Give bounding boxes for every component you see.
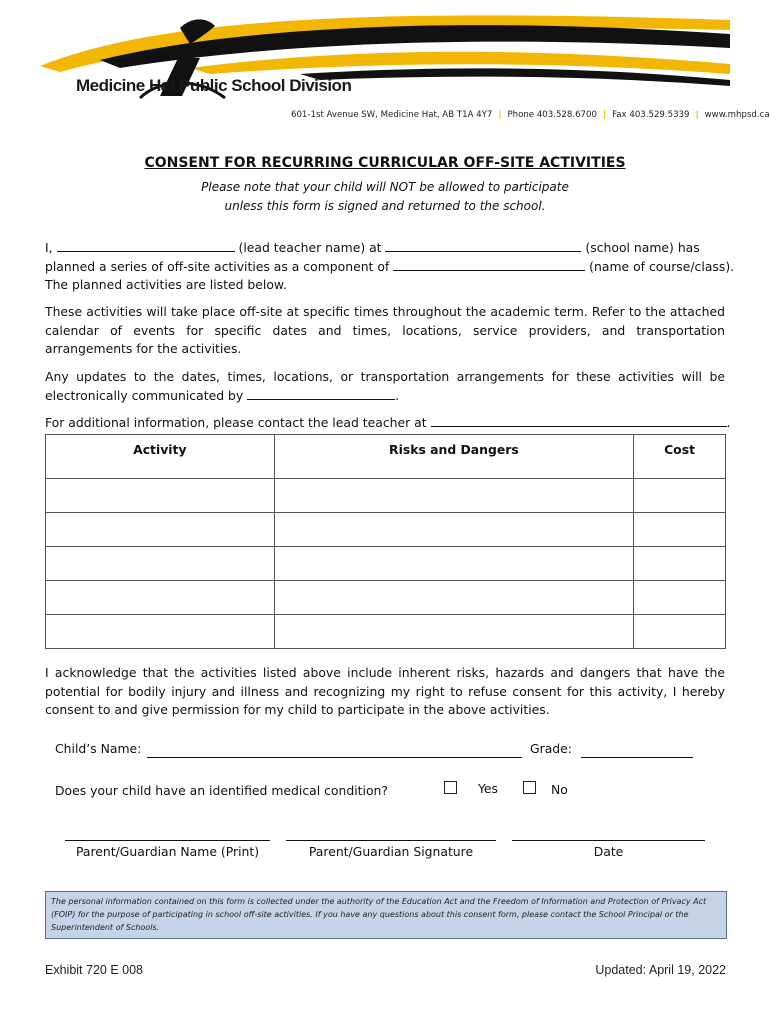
p1-text: planned a series of off-site activities as a component of <box>45 258 394 274</box>
table-row <box>46 479 726 513</box>
cost-cell[interactable] <box>634 513 726 547</box>
risks-cell[interactable] <box>274 479 633 513</box>
risks-cell[interactable] <box>274 581 633 615</box>
organization-name: Medicine Hat Public School Division <box>76 76 352 95</box>
contact-paragraph <box>45 414 731 433</box>
website-link[interactable]: www.mhpsd.ca <box>704 110 770 120</box>
form-note-line-1: Please note that your child will NOT be allowed to participate <box>201 180 569 194</box>
activity-cell[interactable] <box>46 547 275 581</box>
p1-text: (name of course/class). <box>585 258 735 274</box>
p4-text: . <box>726 415 731 430</box>
cost-cell[interactable] <box>634 479 726 513</box>
column-header-risks: Risks and Dangers <box>274 435 633 479</box>
activities-table <box>45 434 726 649</box>
table-header-row <box>46 435 726 479</box>
table-row <box>46 615 726 649</box>
course-name-field[interactable] <box>393 258 585 271</box>
table-row <box>46 513 726 547</box>
updates-paragraph <box>45 368 725 405</box>
parent-signature-field[interactable] <box>286 840 496 841</box>
date-label: Date <box>593 844 624 859</box>
table-row <box>46 547 726 581</box>
contact-line: 601-1st Avenue SW, Medicine Hat, AB T1A 4Y7 | Phone 403.528.6700 | Fax 403.529.5339 | www.mhpsd.ca <box>291 110 770 120</box>
activity-cell[interactable] <box>46 479 275 513</box>
table-row <box>46 581 726 615</box>
activity-cell[interactable] <box>46 615 275 649</box>
grade-label: Grade: <box>530 741 572 756</box>
form-title: CONSENT FOR RECURRING CURRICULAR OFF-SITE ACTIVITIES <box>144 155 626 171</box>
p1-text: (lead teacher name) at <box>234 240 386 255</box>
risks-cell[interactable] <box>274 547 633 581</box>
school-name-field[interactable] <box>385 239 581 252</box>
cost-cell[interactable] <box>634 547 726 581</box>
cost-cell[interactable] <box>634 615 726 649</box>
acknowledgement-paragraph: I acknowledge that the activities listed above include inherent risks, hazards and dangers that have the potential for bodily injury and illness and recognizing my right to refuse consent for this activity, I hereby consent to and give permission for my child to participate in the above activities. <box>45 665 725 717</box>
yes-checkbox[interactable] <box>444 781 457 794</box>
yes-label: Yes <box>478 781 499 796</box>
p1-text: The planned activities are listed below. <box>45 277 287 292</box>
column-header-cost: Cost <box>634 435 726 479</box>
no-checkbox[interactable] <box>523 781 536 794</box>
schedule-paragraph: These activities will take place off-site at specific times throughout the academic term. Refer to the attached calendar of events for specific dates and times, locations, service providers, and transportation arrangements for the activities. <box>45 304 725 356</box>
privacy-notice: The personal information contained on this form is collected under the authority of the Education Act and the Freedom of Information and Protection of Privacy Act (FOIP) for the purpose of participating in school off-site activities. If you have any questions about this consent form, please contact the School Principal or the Superintendent of Schools. <box>45 891 727 939</box>
p3-text: . <box>395 387 400 403</box>
child-name-field[interactable] <box>147 757 522 758</box>
p1-text: (school name) has <box>581 240 700 255</box>
lead-teacher-name-field[interactable] <box>57 239 235 252</box>
activity-cell[interactable] <box>46 581 275 615</box>
column-header-activity: Activity <box>46 435 275 479</box>
fax: Fax 403.529.5339 <box>612 110 690 120</box>
risks-cell[interactable] <box>274 513 633 547</box>
communication-method-field[interactable] <box>247 387 395 400</box>
no-label: No <box>551 782 568 797</box>
p1-text: I, <box>45 240 57 255</box>
parent-name-label: Parent/Guardian Name (Print) <box>75 844 260 859</box>
parent-signature-label: Parent/Guardian Signature <box>308 844 474 859</box>
exhibit-number: Exhibit 720 E 008 <box>45 963 143 977</box>
address: 601-1st Avenue SW, Medicine Hat, AB T1A 4Y7 <box>291 110 493 120</box>
teacher-paragraph <box>45 239 735 295</box>
updated-date: Updated: April 19, 2022 <box>595 963 726 977</box>
cost-cell[interactable] <box>634 581 726 615</box>
p3-text: Any updates to the dates, times, locations, or transportation arrangements for these activities will be electronically communicated by <box>45 369 725 403</box>
parent-name-field[interactable] <box>65 840 270 841</box>
p4-text: For additional information, please contact the lead teacher at <box>45 415 431 430</box>
child-name-label: Child’s Name: <box>55 741 142 756</box>
date-field[interactable] <box>512 840 705 841</box>
activity-cell[interactable] <box>46 513 275 547</box>
grade-field[interactable] <box>581 757 693 758</box>
risks-cell[interactable] <box>274 615 633 649</box>
medical-condition-question: Does your child have an identified medical condition? <box>55 783 388 798</box>
teacher-contact-field[interactable] <box>431 414 727 427</box>
form-note-line-2: unless this form is signed and returned to the school. <box>224 199 546 213</box>
phone: Phone 403.528.6700 <box>507 110 597 120</box>
